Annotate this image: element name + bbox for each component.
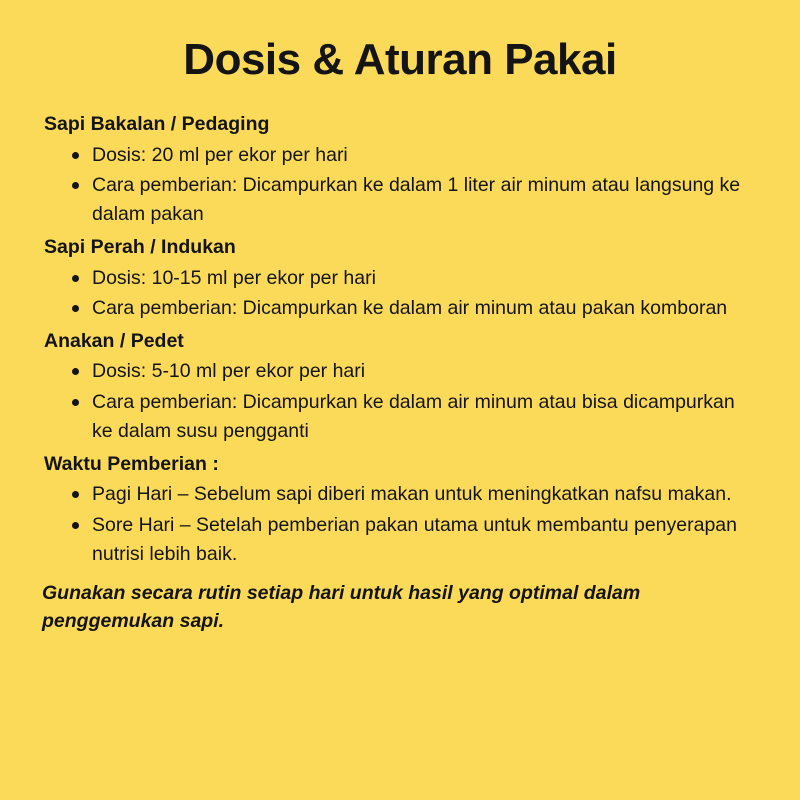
section-anakan-pedet [40,327,760,446]
list-item: Pagi Hari – Sebelum sapi diberi makan untuk meningkatkan nafsu makan. [70,480,760,509]
section-bullet-list [40,141,760,230]
list-item: Dosis: 10-15 ml per ekor per hari [70,264,760,293]
list-item: Sore Hari – Setelah pemberian pakan utama untuk membantu penyerapan nutrisi lebih baik. [70,511,760,570]
section-heading: Sapi Bakalan / Pedaging [44,113,270,136]
page-title: Dosis & Aturan Pakai [183,35,617,84]
list-item: Dosis: 5-10 ml per ekor per hari [70,357,760,386]
section-bullet-list [40,264,760,324]
list-item: Dosis: 20 ml per ekor per hari [70,141,760,170]
list-item: Cara pemberian: Dicampurkan ke dalam air minum atau bisa dicampurkan ke dalam susu pengganti [70,388,760,447]
section-waktu-pemberian [40,450,760,569]
list-item: Cara pemberian: Dicampurkan ke dalam 1 liter air minum atau langsung ke dalam pakan [70,171,760,230]
section-bullet-list [40,357,760,446]
section-heading: Anakan / Pedet [44,330,184,353]
section-heading: Waktu Pemberian : [44,453,219,476]
section-sapi-bakalan [40,110,760,229]
closing-statement: Gunakan secara rutin setiap hari untuk hasil yang optimal dalam penggemukan sapi. [42,582,641,633]
section-bullet-list [40,480,760,569]
section-sapi-perah [40,233,760,323]
list-item: Cara pemberian: Dicampurkan ke dalam air minum atau pakan komboran [70,294,760,323]
section-heading: Sapi Perah / Indukan [44,236,236,259]
